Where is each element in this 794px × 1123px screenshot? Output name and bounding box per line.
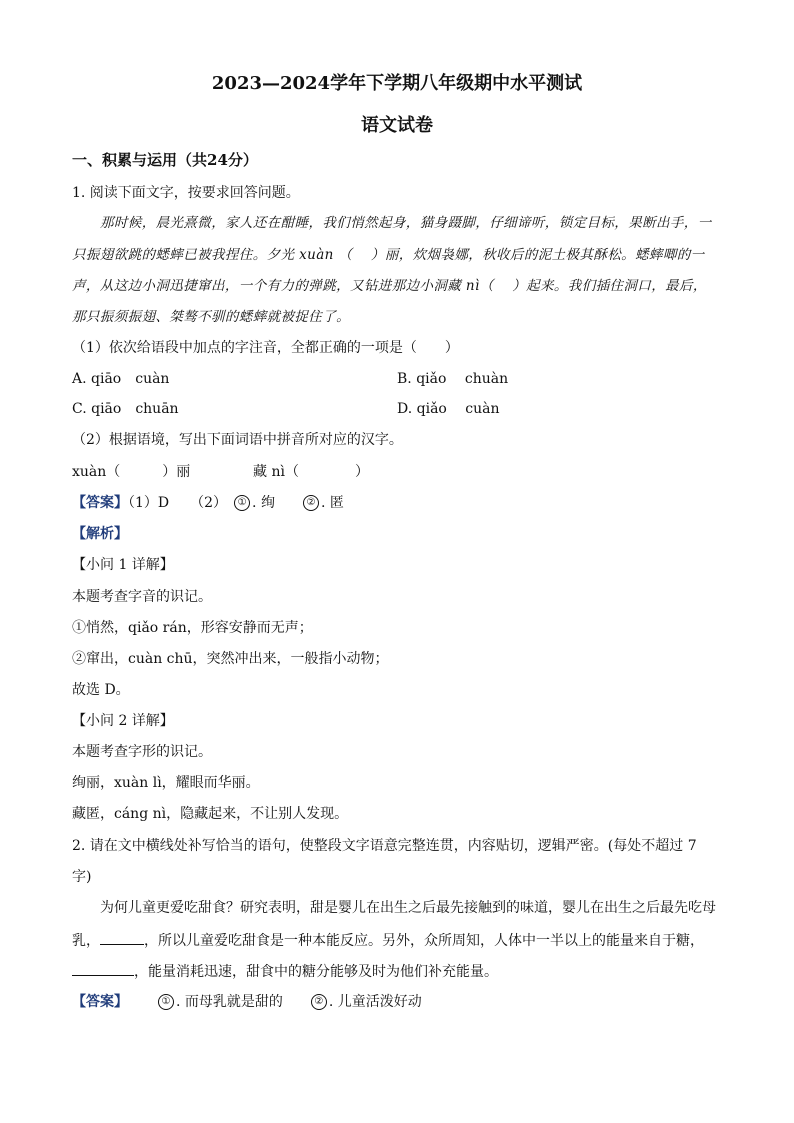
sub-question-2: （2）根据语境，写出下面词语中拼音所对应的汉字。 bbox=[72, 432, 403, 448]
answer-tag: 【答案】 bbox=[72, 994, 128, 1010]
passage-line-1: 那时候，晨光熹微，家人还在酣睡，我们悄然起身，猫身蹑脚，仔细谛听，锁定目标，果断出手，一 bbox=[100, 215, 712, 231]
detail-1-line: ②窜出，cuàn chū，突然冲出来，一般指小动物； bbox=[72, 651, 389, 667]
option-b: B. qiǎo chuàn bbox=[397, 371, 509, 387]
circled-number: ① bbox=[234, 495, 250, 511]
fill-item-a: xuàn（ ）丽 bbox=[72, 464, 191, 480]
passage-line-2: 只振翅欲跳的蟋蟀已被我捏住。夕光 xuàn （ ）丽，炊烟袅娜，秋收后的泥土极其酥松。蟋蟀唧的一 bbox=[72, 247, 705, 263]
answer-value: . 匿 bbox=[320, 495, 344, 511]
paragraph-text: 乳， bbox=[72, 933, 100, 949]
analysis-tag: 【解析】 bbox=[72, 526, 128, 542]
answer-value: . 绚 bbox=[252, 495, 303, 511]
circled-number: ② bbox=[311, 994, 327, 1010]
question-2-stem: 2. 请在文中横线处补写恰当的语句，使整段文字语意完整连贯，内容贴切，逻辑严密。(每处不超过 7 bbox=[72, 838, 697, 854]
detail-2-line: 藏匿，cáng nì，隐藏起来，不让别人发现。 bbox=[72, 806, 349, 822]
fill-blank-1[interactable] bbox=[100, 930, 144, 945]
detail-1-line: ①悄然，qiǎo rán，形容安静而无声； bbox=[72, 620, 313, 636]
question-1-stem: 1. 阅读下面文字，按要求回答问题。 bbox=[72, 185, 300, 201]
option-a: A. qiāo cuàn bbox=[72, 371, 170, 387]
fill-blank-2[interactable] bbox=[72, 961, 134, 976]
answer-value: . 儿童活泼好动 bbox=[328, 994, 422, 1010]
paragraph-line-3 bbox=[72, 961, 722, 982]
answer-value: . 而母乳就是甜的 bbox=[176, 994, 311, 1010]
paragraph-text: ，所以儿童爱吃甜食是一种本能反应。另外，众所周知，人体中一半以上的能量来自于糖， bbox=[144, 933, 704, 949]
answer-text: （1）D （2） bbox=[128, 495, 235, 511]
passage-line-4: 那只振须振翅、桀骜不驯的蟋蟀就被捉住了。 bbox=[72, 309, 350, 325]
paragraph-line-2 bbox=[72, 930, 722, 951]
answer-2 bbox=[72, 992, 722, 1012]
passage-line-3: 声，从这边小洞迅捷窜出，一个有力的弹跳，又钻进那边小洞藏 nì（ ）起来。我们插住洞口，最后， bbox=[72, 278, 707, 294]
circled-number: ② bbox=[303, 495, 319, 511]
detail-1-line: 本题考查字音的识记。 bbox=[72, 589, 212, 605]
detail-1-line: 故选 D。 bbox=[72, 682, 130, 698]
question-2-stem-cont: 字) bbox=[72, 869, 92, 885]
section-heading: 一、积累与运用（共24分） bbox=[72, 151, 258, 169]
fill-item-b: 藏 nì（ ） bbox=[253, 464, 369, 480]
exam-title: 2023—2024学年下学期八年级期中水平测试 bbox=[211, 73, 583, 94]
exam-subtitle: 语文试卷 bbox=[361, 115, 433, 136]
detail-2-line: 绚丽，xuàn lì，耀眼而华丽。 bbox=[72, 775, 260, 791]
circled-number: ① bbox=[158, 994, 174, 1010]
detail-2-tag: 【小问 2 详解】 bbox=[72, 713, 174, 729]
detail-2-line: 本题考查字形的识记。 bbox=[72, 744, 212, 760]
paragraph-line-1: 为何儿童更爱吃甜食？研究表明，甜是婴儿在出生之后最先接触到的味道，婴儿在出生之后最先吃母 bbox=[100, 900, 716, 916]
option-d: D. qiǎo cuàn bbox=[397, 401, 500, 417]
detail-1-tag: 【小问 1 详解】 bbox=[72, 557, 174, 573]
option-c: C. qiāo chuān bbox=[72, 401, 179, 417]
sub-question-1: （1）依次给语段中加点的字注音，全都正确的一项是（ ） bbox=[72, 340, 459, 356]
answer-1 bbox=[72, 493, 722, 513]
answer-tag: 【答案】 bbox=[72, 495, 128, 511]
paragraph-text: ，能量消耗迅速，甜食中的糖分能够及时为他们补充能量。 bbox=[134, 964, 498, 980]
